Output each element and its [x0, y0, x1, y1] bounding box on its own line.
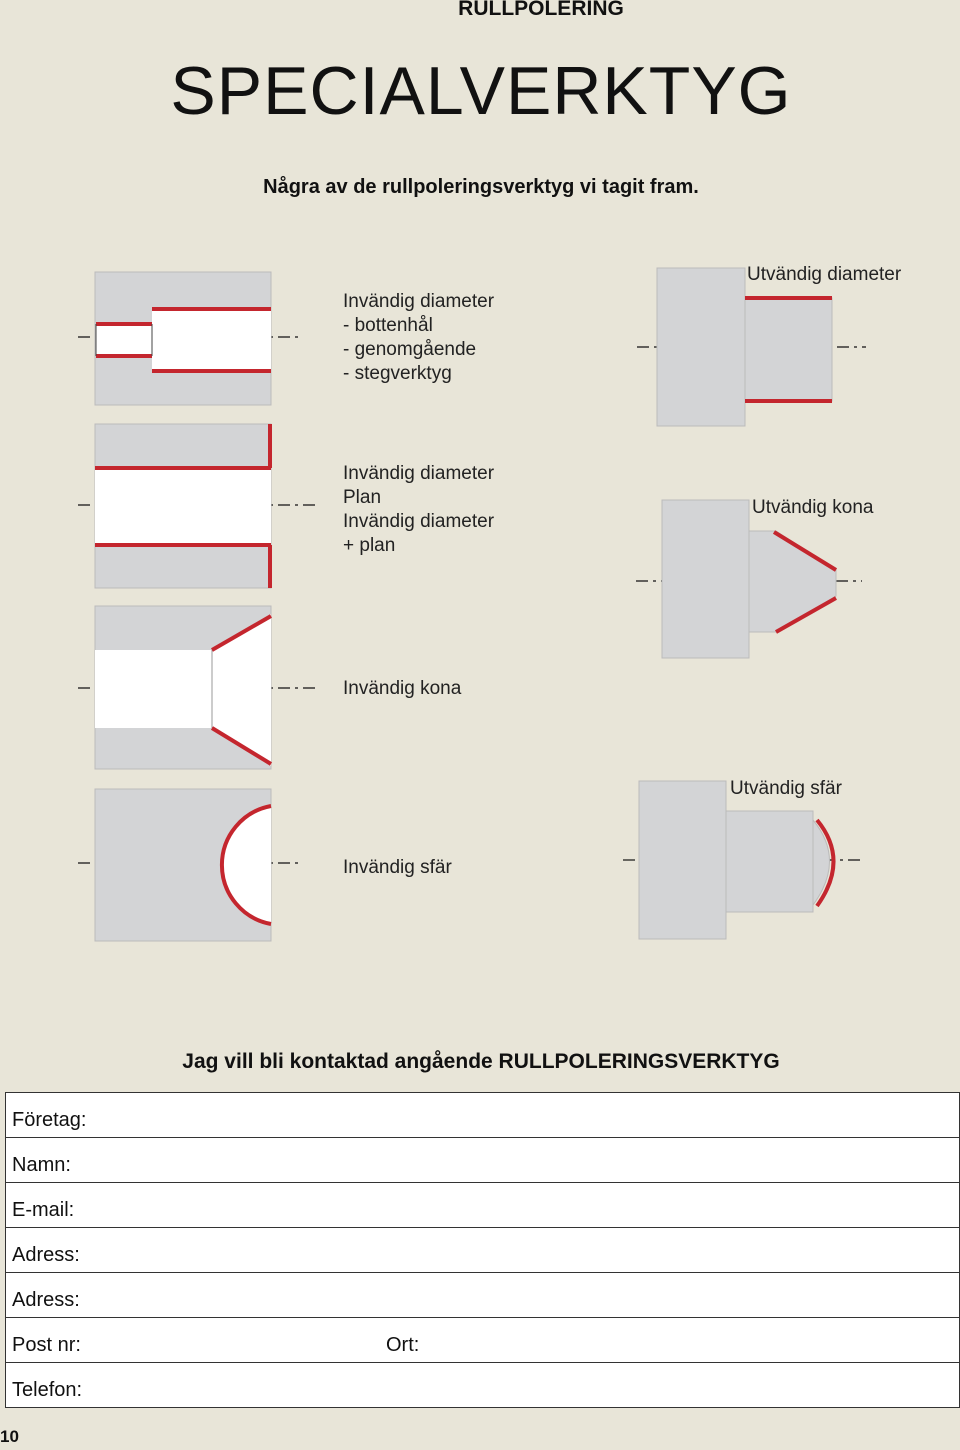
caption-outer-sphere — [730, 777, 842, 801]
caption-line: Invändig sfär — [343, 857, 452, 878]
contact-heading: Jag vill bli kontaktad angående RULLPOLERINGSVERKTYG — [182, 1050, 780, 1073]
postcode-city-field[interactable] — [6, 1318, 959, 1363]
caption-line: - bottenhål — [343, 315, 433, 336]
email-field[interactable] — [6, 1183, 959, 1228]
drawing-inner-cone — [95, 606, 271, 769]
section-label: RULLPOLERING — [458, 0, 624, 20]
address-label-2: Adress: — [12, 1289, 80, 1311]
caption-line: Utvändig diameter — [747, 264, 902, 285]
phone-field[interactable] — [6, 1363, 959, 1407]
name-label: Namn: — [12, 1154, 71, 1176]
company-label: Företag: — [12, 1109, 87, 1131]
caption-line: + plan — [343, 535, 396, 556]
caption-inner-diameter-plan — [343, 462, 494, 558]
caption-inner-cone — [343, 677, 461, 701]
caption-line: Utvändig kona — [752, 497, 874, 518]
page-title: SPECIALVERKTYG — [170, 53, 792, 129]
company-field[interactable] — [6, 1093, 959, 1138]
caption-line: Invändig diameter — [343, 291, 495, 312]
caption-inner-sphere — [343, 856, 452, 880]
drawing-inner-diameter-plan — [95, 424, 271, 588]
address-label-1: Adress: — [12, 1244, 80, 1266]
caption-outer-cone — [752, 496, 873, 520]
contact-form — [5, 1092, 960, 1408]
caption-line: Invändig diameter — [343, 511, 495, 532]
name-field[interactable] — [6, 1138, 959, 1183]
city-label: Ort: — [386, 1334, 420, 1356]
postcode-label: Post nr: — [12, 1334, 81, 1356]
drawing-inner-diameter — [95, 272, 271, 405]
caption-line: Utvändig sfär — [730, 778, 842, 799]
caption-outer-diameter — [747, 263, 901, 287]
drawing-outer-diameter — [657, 268, 832, 426]
caption-line: - genomgående — [343, 339, 477, 360]
address-field-1[interactable] — [6, 1228, 959, 1273]
page-subtitle: Några av de rullpoleringsverktyg vi tagit fram. — [263, 176, 699, 198]
drawing-inner-sphere — [95, 789, 271, 941]
caption-inner-diameter — [343, 290, 494, 386]
address-field-2[interactable] — [6, 1273, 959, 1318]
email-label: E-mail: — [12, 1199, 75, 1221]
phone-label: Telefon: — [12, 1379, 83, 1401]
caption-line: Invändig diameter — [343, 463, 495, 484]
caption-line: - stegverktyg — [343, 363, 452, 384]
page-number: 10 — [0, 1427, 19, 1446]
drawing-outer-sphere — [639, 781, 834, 939]
caption-line: Invändig kona — [343, 678, 462, 699]
drawing-outer-cone — [662, 500, 836, 658]
caption-line: Plan — [343, 487, 382, 508]
